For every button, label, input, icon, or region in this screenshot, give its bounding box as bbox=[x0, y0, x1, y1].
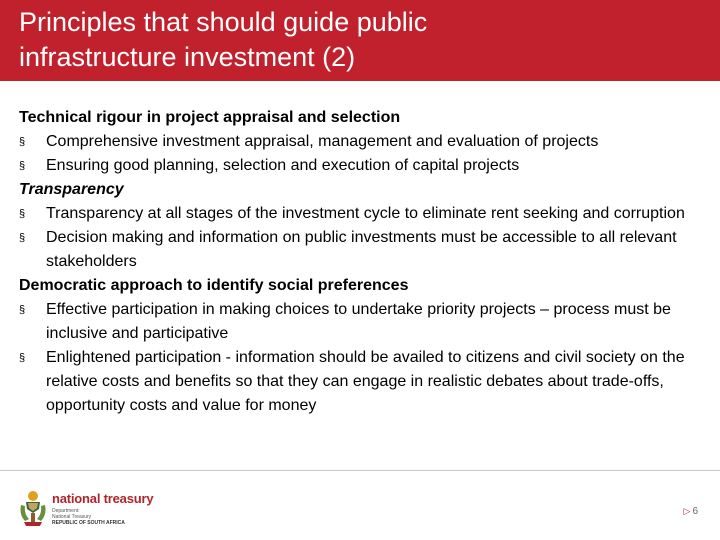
page-arrow-icon: ▷ bbox=[683, 506, 691, 516]
section-heading: Transparency bbox=[19, 181, 124, 198]
footer-divider bbox=[0, 470, 720, 471]
bullet-item bbox=[19, 130, 691, 154]
section-heading: Democratic approach to identify social preferences bbox=[19, 277, 409, 294]
bullet-item bbox=[19, 226, 691, 274]
logo-department-name: National Treasury bbox=[52, 514, 92, 520]
bullet-icon: § bbox=[19, 208, 26, 220]
title-bar bbox=[0, 0, 720, 81]
bullet-item bbox=[19, 298, 691, 346]
logo-country: REPUBLIC OF SOUTH AFRICA bbox=[52, 520, 125, 526]
bullet-text: Ensuring good planning, selection and execution of capital projects bbox=[46, 157, 520, 174]
section-heading: Technical rigour in project appraisal and selection bbox=[19, 109, 401, 126]
slide-title bbox=[19, 5, 709, 75]
page-number bbox=[684, 506, 698, 517]
slide-title-line-1: Principles that should guide public bbox=[19, 7, 428, 37]
logo-department-label: Department: bbox=[52, 508, 80, 514]
bullet-icon: § bbox=[19, 160, 26, 172]
bullet-text: Comprehensive investment appraisal, management and evaluation of projects bbox=[46, 133, 599, 150]
bullet-text: Transparency at all stages of the investment cycle to eliminate rent seeking and corruption bbox=[46, 205, 685, 222]
bullet-item bbox=[19, 154, 691, 178]
coat-of-arms-icon bbox=[17, 489, 49, 529]
bullet-item bbox=[19, 346, 691, 418]
page-number-value: 6 bbox=[692, 506, 698, 517]
bullet-icon: § bbox=[19, 232, 26, 244]
bullet-icon: § bbox=[19, 136, 26, 148]
bullet-item bbox=[19, 202, 691, 226]
bullet-text: Effective participation in making choices to undertake priority projects – process must be inclusive and participative bbox=[46, 301, 671, 342]
bullet-icon: § bbox=[19, 304, 26, 316]
bullet-text: Decision making and information on public investments must be accessible to all relevant stakeholders bbox=[46, 229, 677, 270]
slide-body bbox=[19, 106, 691, 418]
bullet-text: Enlightened participation - information should be availed to citizens and civil society on the relative costs and benefits so that they can engage in realistic debates about trade-offs, opportunity costs and value for money bbox=[46, 349, 685, 414]
logo-wordmark: national treasury bbox=[52, 491, 154, 506]
logo-subtext bbox=[52, 508, 125, 526]
bullet-icon: § bbox=[19, 352, 26, 364]
slide-title-line-2: infrastructure investment (2) bbox=[19, 42, 356, 72]
